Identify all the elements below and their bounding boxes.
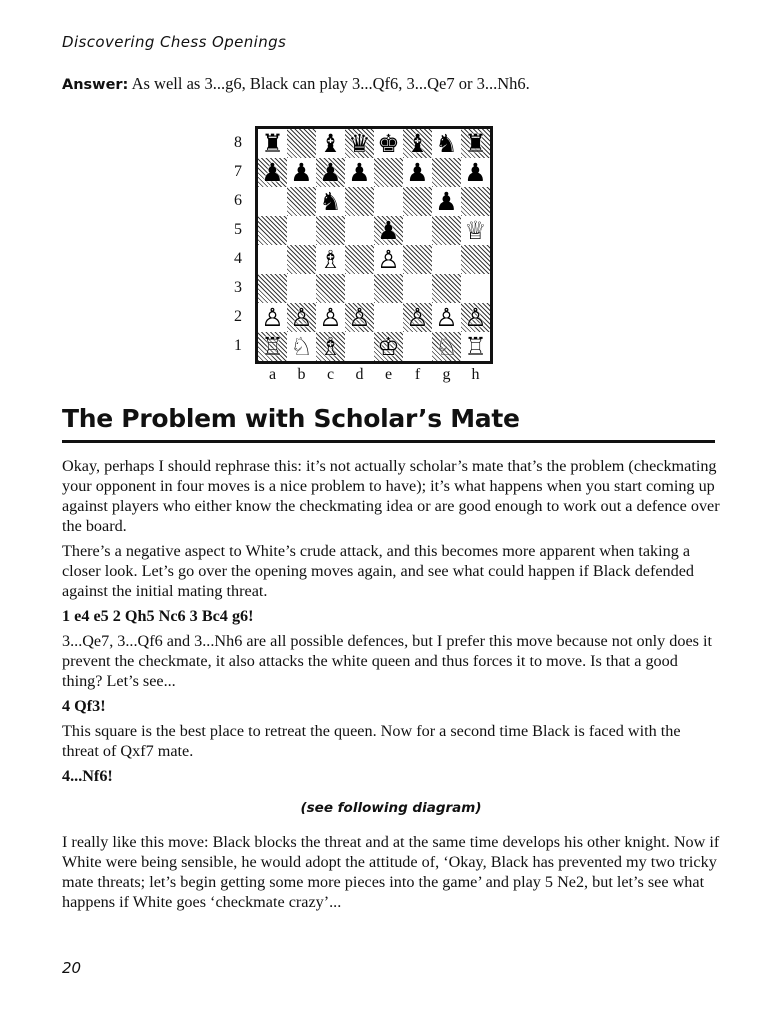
board-square [403,158,432,187]
file-label: h [471,366,480,383]
board-square [287,245,316,274]
board-square [345,187,374,216]
file-label: e [384,366,393,383]
page-number: 20 [62,959,82,977]
board-square [432,216,461,245]
chess-piece: ♝ [319,129,342,158]
file-label: c [326,366,335,383]
rank-label: 5 [234,221,242,238]
chess-piece: ♟ [377,216,400,245]
board-square [316,216,345,245]
board-square [374,303,403,332]
board-square [316,303,345,332]
chess-piece: ♟ [348,158,371,187]
board-square [461,187,490,216]
board-square [432,245,461,274]
chess-piece: ♙ [319,303,342,332]
board-square [287,216,316,245]
rank-label: 4 [234,250,242,267]
chess-piece: ♙ [435,303,458,332]
chess-piece: ♙ [261,303,284,332]
board-square [345,129,374,158]
chess-piece: ♞ [319,187,342,216]
board-square [316,129,345,158]
board-square [258,245,287,274]
board-square [258,129,287,158]
board-square [461,158,490,187]
board-square [258,187,287,216]
board-square [461,332,490,361]
paragraph: This square is the best place to retreat the queen. Now for a second time Black is faced with the threat of Qxf7 mate. [62,722,681,760]
move-line: 4...Nf6! [62,767,113,785]
chess-board [255,126,493,364]
board-square [403,332,432,361]
move-line: 1 e4 e5 2 Qh5 Nc6 3 Bc4 g6! [62,607,254,625]
file-label: f [414,366,421,383]
chess-piece: ♙ [348,303,371,332]
chess-piece: ♙ [464,303,487,332]
board-square [461,274,490,303]
file-labels [258,366,490,386]
chess-piece: ♟ [290,158,313,187]
board-square [403,187,432,216]
chess-piece: ♗ [319,332,342,361]
chess-piece: ♟ [464,158,487,187]
board-square [258,303,287,332]
board-square [287,303,316,332]
chess-piece: ♖ [464,332,487,361]
board-square [403,129,432,158]
chess-piece: ♟ [319,158,342,187]
board-square [403,216,432,245]
board-square [374,129,403,158]
chess-piece: ♙ [406,303,429,332]
board-square [258,216,287,245]
board-square [316,274,345,303]
board-square [345,303,374,332]
board-square [374,216,403,245]
paragraph: 3...Qe7, 3...Qf6 and 3...Nh6 are all possible defences, but I prefer this move because not only does it prevent the checkmate, it also attacks the white queen and thus forces it to move. Is that a good thing? Let’s see... [62,632,713,690]
board-square [316,332,345,361]
chess-piece: ♙ [290,303,313,332]
body-text [62,456,720,917]
board-square [403,274,432,303]
board-square [287,187,316,216]
board-square [461,216,490,245]
answer-label: Answer: [62,77,129,93]
board-square [345,216,374,245]
board-square [403,245,432,274]
answer-line [62,74,530,94]
board-square [461,245,490,274]
rank-label: 7 [234,163,242,180]
board-square [258,332,287,361]
board-square [374,187,403,216]
board-square [403,303,432,332]
board-square [287,158,316,187]
rank-label: 2 [234,308,242,325]
chess-piece: ♝ [406,129,429,158]
board-square [258,158,287,187]
board-square [432,332,461,361]
chess-piece: ♟ [261,158,284,187]
board-square [345,245,374,274]
rank-label: 3 [234,279,242,296]
chess-piece: ♚ [377,129,400,158]
chess-piece: ♟ [406,158,429,187]
board-square [345,274,374,303]
chess-piece: ♜ [261,129,284,158]
board-square [287,332,316,361]
board-square [432,303,461,332]
board-square [432,129,461,158]
chess-piece: ♘ [435,332,458,361]
board-square [287,129,316,158]
board-square [287,274,316,303]
board-square [461,303,490,332]
section-heading: The Problem with Scholar’s Mate [62,404,520,433]
rank-label: 8 [234,134,242,151]
board-square [374,245,403,274]
board-square [316,245,345,274]
chess-piece: ♗ [319,245,342,274]
chess-piece: ♟ [435,187,458,216]
board-square [258,274,287,303]
file-label: a [268,366,277,383]
board-square [345,158,374,187]
chess-piece: ♞ [435,129,458,158]
file-label: g [442,366,451,383]
chess-piece: ♙ [377,245,400,274]
chess-diagram [220,120,530,390]
chess-piece: ♕ [464,216,487,245]
rank-label: 1 [234,337,242,354]
board-square [432,158,461,187]
rank-label: 6 [234,192,242,209]
board-square [432,274,461,303]
running-head: Discovering Chess Openings [62,33,287,51]
answer-text: As well as 3...g6, Black can play 3...Qf6, 3...Qe7 or 3...Nh6. [128,74,530,93]
board-square [316,158,345,187]
chess-piece: ♔ [377,332,400,361]
board-square [345,332,374,361]
paragraph: I really like this move: Black blocks the threat and at the same time develops his other knight. Now if White were being sensible, he would adopt the attitude of, ‘Okay, Black has prevented my two tricky mate threats; let’s begin getting some more pieces into the game’ and play 5 Ne2, but let’s see what happens if White goes ‘checkmate crazy’... [62,833,720,911]
board-square [374,274,403,303]
chess-piece: ♜ [464,129,487,158]
paragraph: Okay, perhaps I should rephrase this: it’s not actually scholar’s mate that’s the problem (checkmating your opponent in four moves is a nice problem to have); it’s what happens when you start coming up against players who either know the checkmating idea or are good enough to work out a defence over the board. [62,457,720,535]
paragraph: There’s a negative aspect to White’s crude attack, and this becomes more apparent when taking a closer look. Let’s go over the opening moves again, and see what could happen if Black defended against the initial mating threat. [62,542,695,600]
chess-piece: ♘ [290,332,313,361]
board-square [461,129,490,158]
board-square [316,187,345,216]
chess-piece: ♛ [348,129,371,158]
board-square [374,158,403,187]
move-line: 4 Qf3! [62,697,106,715]
chess-piece: ♖ [261,332,284,361]
file-label: b [297,366,306,383]
heading-rule [62,440,715,443]
diagram-caption: (see following diagram) [300,800,482,816]
board-square [432,187,461,216]
board-square [374,332,403,361]
file-label: d [355,366,364,383]
